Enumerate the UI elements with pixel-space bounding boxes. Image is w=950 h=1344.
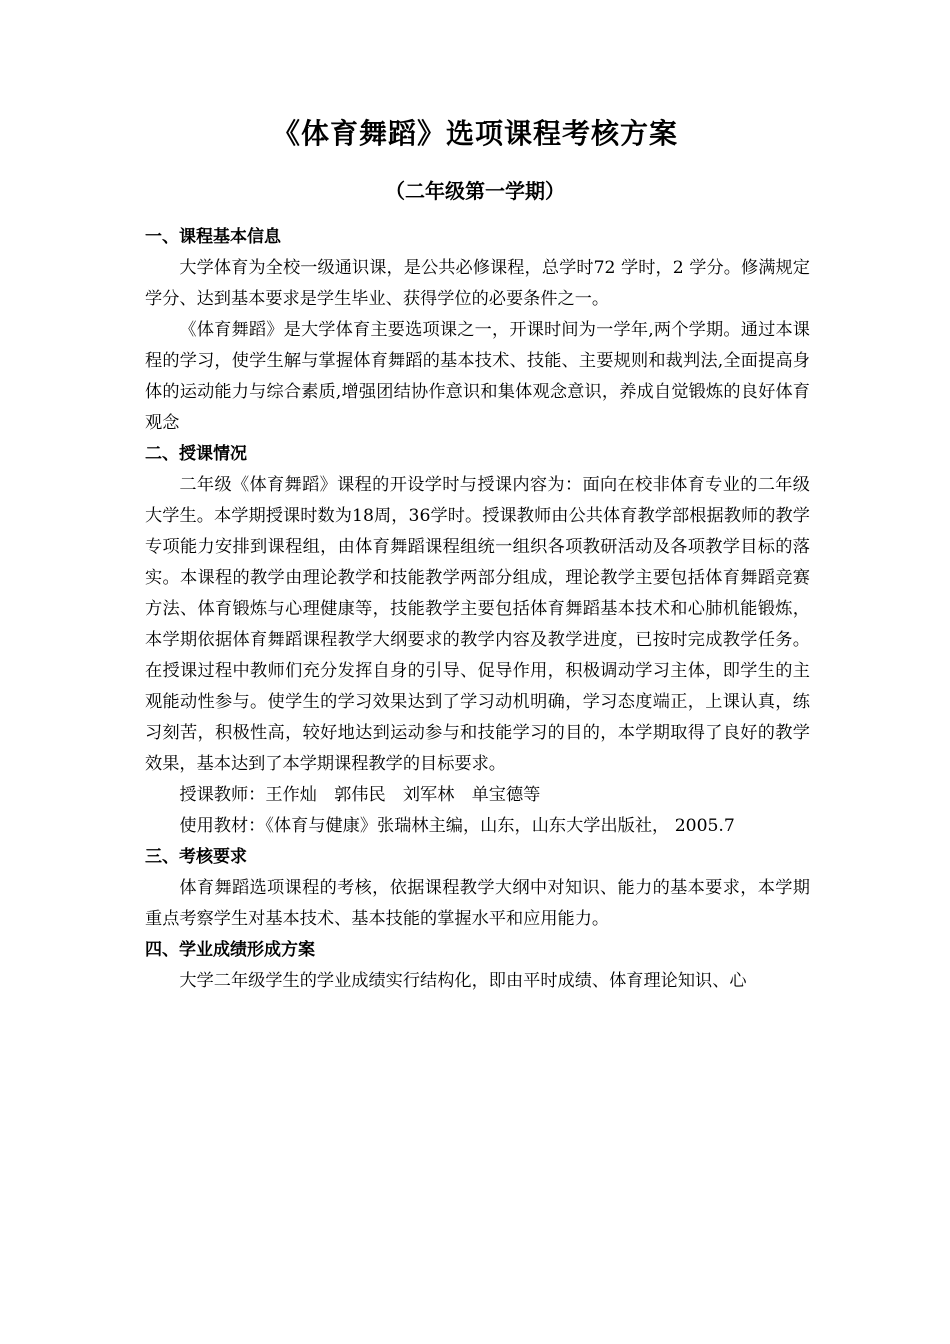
section-heading: 三、考核要求 [145,847,247,867]
teachers-line: 授课教师：王作灿 郭伟民 刘军林 单宝德等 [179,785,541,805]
paragraph: 体育舞蹈选项课程的考核，依据课程教学大纲中对知识、能力的基本要求，本学期重点考察学生对基本技术、基本技能的掌握水平和应用能力。 [145,878,810,929]
section-grading [145,935,810,997]
document-title: 《体育舞蹈》选项课程考核方案 [271,117,678,150]
paragraph: 二年级《体育舞蹈》课程的开设学时与授课内容为：面向在校非体育专业的二年级大学生。本学期授课时数为18周，36学时。授课教师由公共体育教学部根据教师的教学专项能力安排到课程组，由体育舞蹈课程组统一组织各项教研活动及各项教学目标的落实。本课程的教学由理论教学和技能教学两部分组成，理论教学主要包括体育舞蹈竞赛方法、体育锻炼与心理健康等，技能教学主要包括体育舞蹈基本技术和心肺机能锻炼，本学期依据体育舞蹈课程教学大纲要求的教学内容及教学进度，已按时完成教学任务。在授课过程中教师们充分发挥自身的引导、促导作用，积极调动学习主体，即学生的主观能动性参与。使学生的学习效果达到了学习动机明确，学习态度端正，上课认真，练习刻苦，积极性高，较好地达到运动参与和技能学习的目的，本学期取得了良好的教学效果，基本达到了本学期课程教学的目标要求。 [145,475,810,774]
section-teaching [145,439,810,842]
paragraph: 大学体育为全校一级通识课，是公共必修课程，总学时72 学时，2 学分。修满规定学分、达到基本要求是学生毕业、获得学位的必要条件之一。 [145,258,810,309]
paragraph: 《体育舞蹈》是大学体育主要选项课之一，开课时间为一学年,两个学期。通过本课程的学习，使学生解与掌握体育舞蹈的基本技术、技能、主要规则和裁判法,全面提高身体的运动能力与综合素质,增强团结协作意识和集体观念意识，养成自觉锻炼的良好体育观念 [145,320,810,433]
paragraph: 大学二年级学生的学业成绩实行结构化，即由平时成绩、体育理论知识、心 [179,971,747,991]
section-heading: 一、课程基本信息 [145,227,281,247]
document-body [145,222,810,997]
section-course-info [145,222,810,439]
section-heading: 四、学业成绩形成方案 [145,940,315,960]
textbook-line: 使用教材：《体育与健康》张瑞林主编，山东，山东大学出版社， 2005.7 [179,816,735,836]
section-heading: 二、授课情况 [145,444,247,464]
section-assessment [145,842,810,935]
document-subtitle: （二年级第一学期） [385,179,565,203]
